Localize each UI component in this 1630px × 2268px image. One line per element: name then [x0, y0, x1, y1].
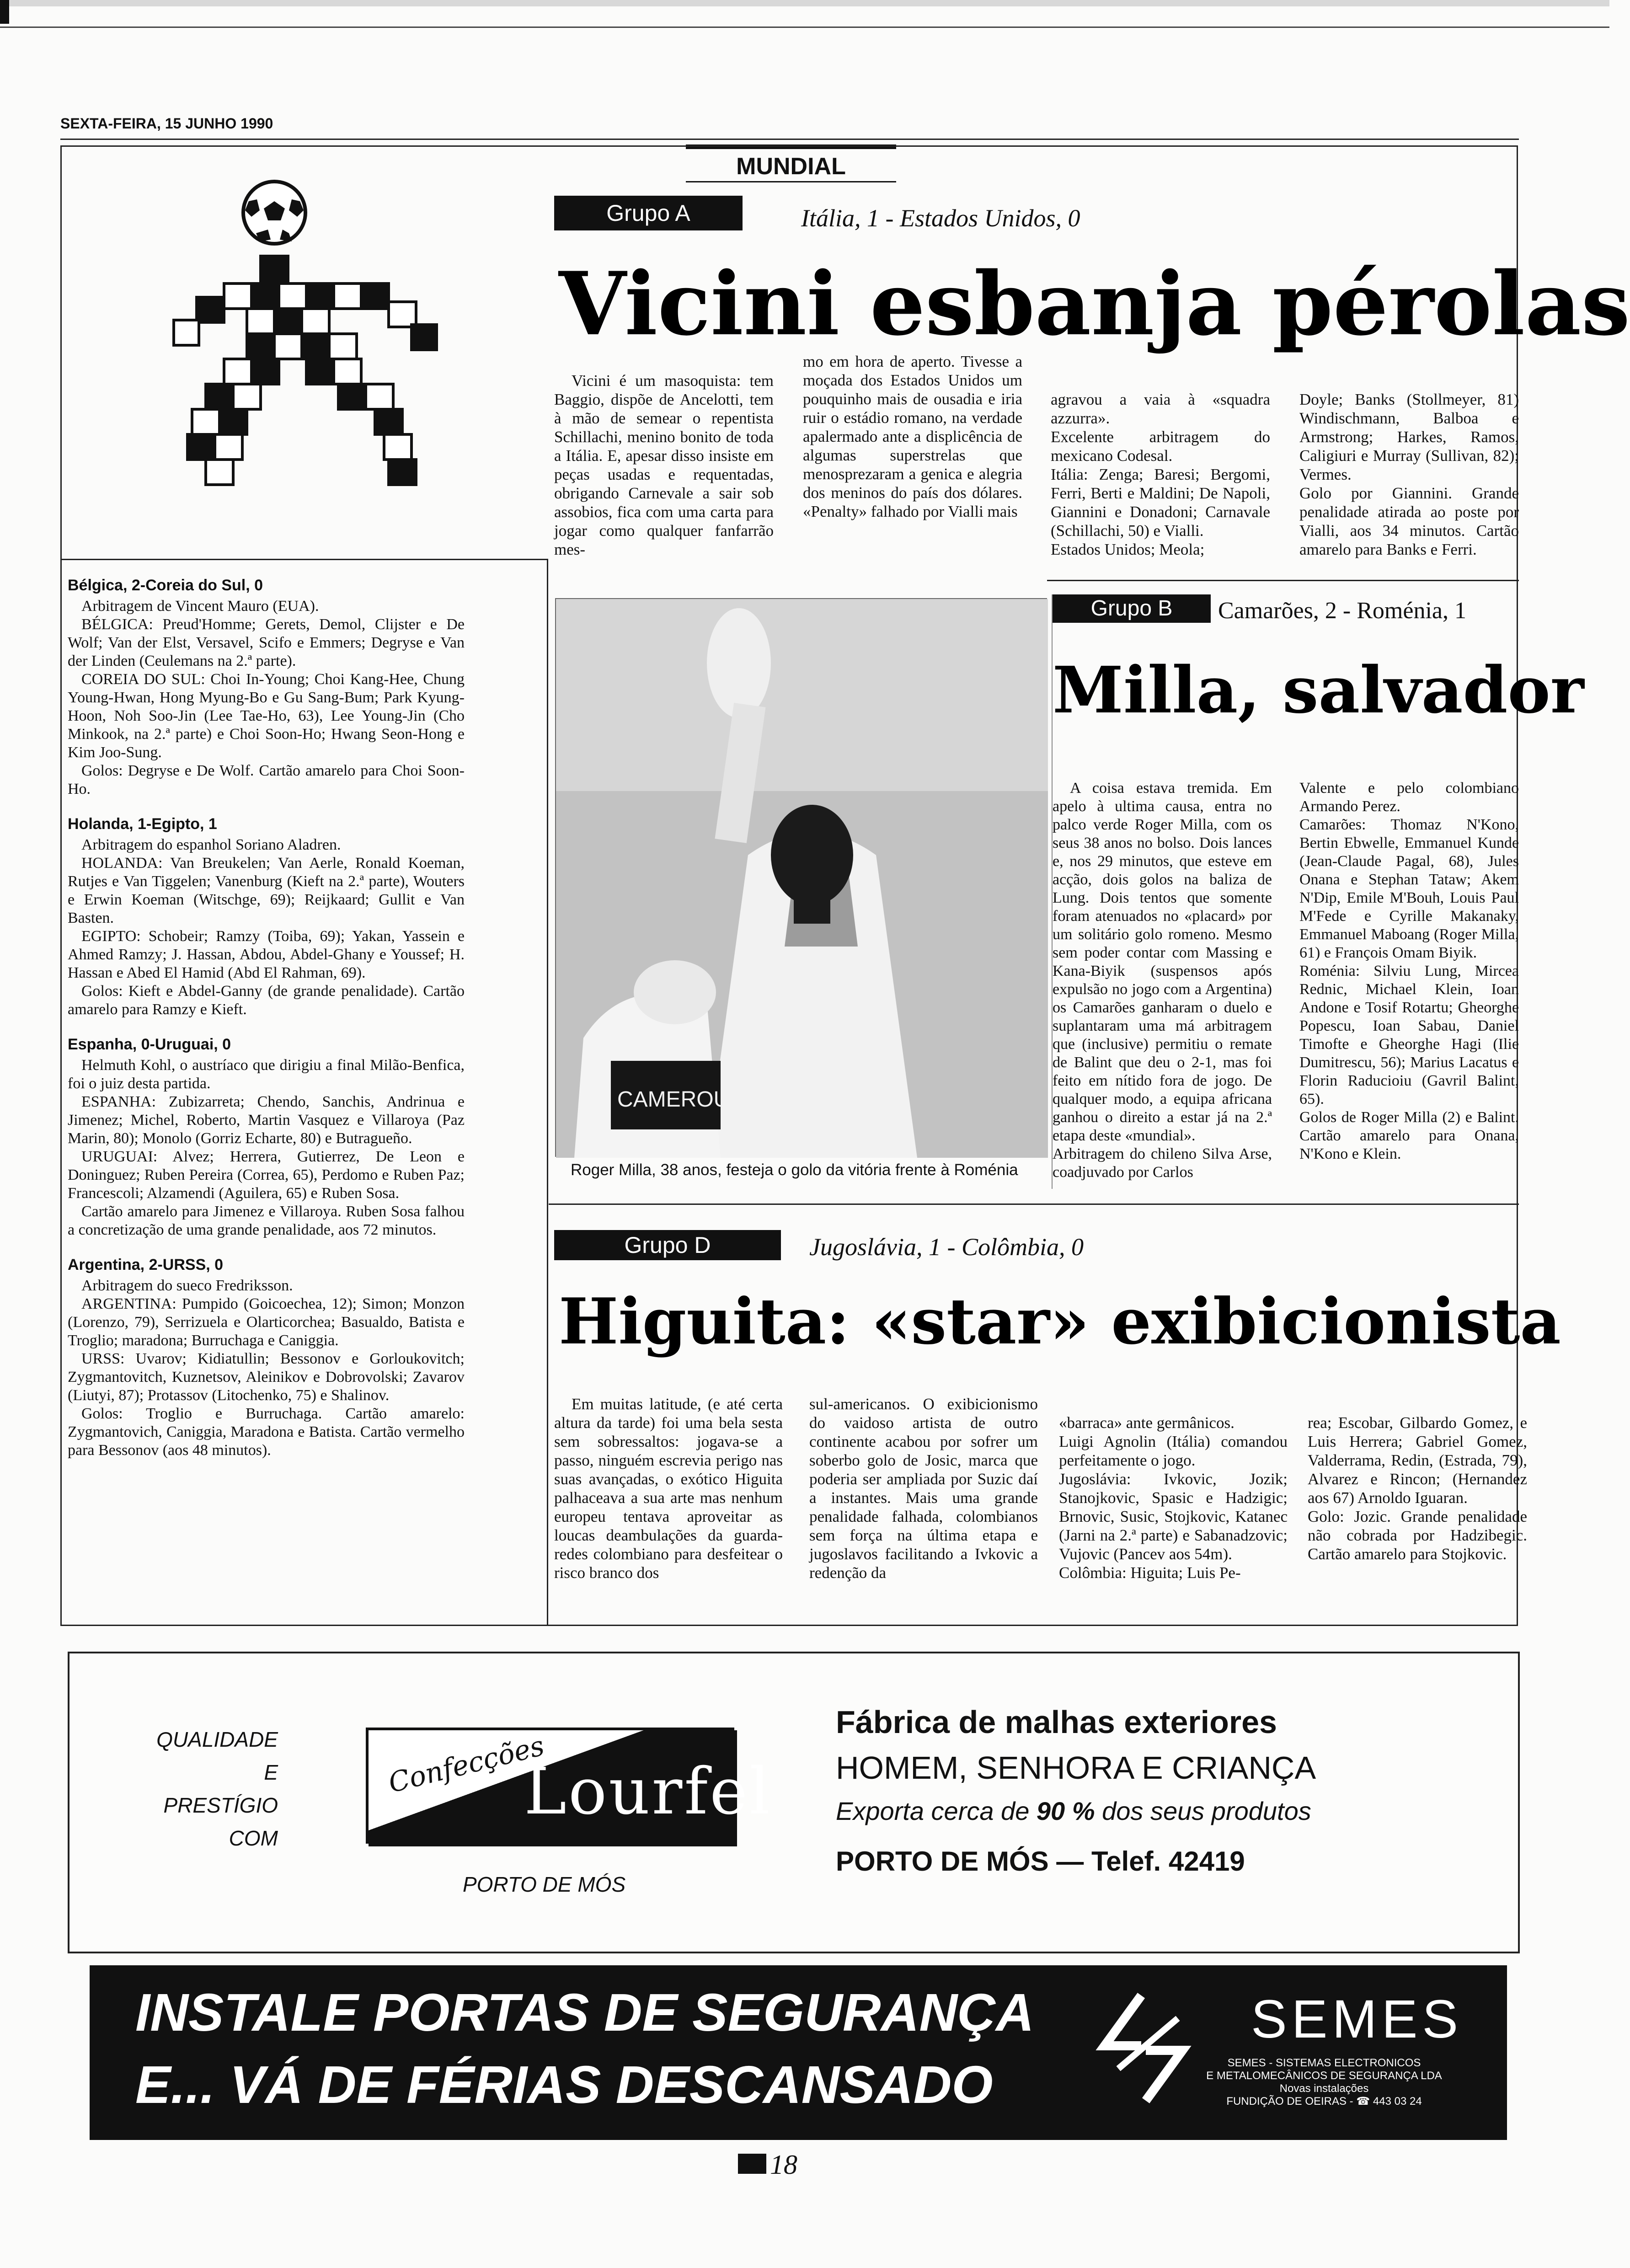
- semes-desc-line: E METALOMECÂNICOS DE SEGURANÇA LDA: [1206, 2070, 1442, 2082]
- ad-line-3-post: dos seus produtos: [1095, 1797, 1311, 1825]
- logo-script: Confecções: [385, 1729, 548, 1800]
- semes-logo: SEMES: [1251, 1989, 1463, 2049]
- group-a-tag: Grupo A: [554, 196, 743, 230]
- footer-logo-icon: [738, 2154, 766, 2174]
- group-a-col-2-text: mo em hora de aperto. Tivesse a moçada dos Estados Unidos um pouquinho mais de ousadia e iria ruir o estádio romano, na verdade apalermado ante a displicência de algumas superstrelas que menosprezaram a genica e alegria dos meninos do país dos dólares. «Penalty» falhado por Vialli mais: [803, 353, 1022, 520]
- ad-slogan-line: PRESTÍGIO: [163, 1793, 278, 1817]
- group-d-col-3: [1059, 1395, 1288, 1601]
- result-paragraph: Golos: Degryse e De Wolf. Cartão amarelo para Choi Soon-Ho.: [68, 762, 465, 797]
- semes-line-2: E... VÁ DE FÉRIAS DESCANSADO: [135, 2055, 993, 2114]
- header-rule: [60, 139, 1519, 140]
- sidebar-frame-right: [547, 559, 548, 1626]
- group-b-match: Camarões, 2 - Roménia, 1: [1218, 598, 1466, 624]
- sidebar-results: [68, 562, 465, 1460]
- result-paragraph: Arbitragem de Vincent Mauro (EUA).: [81, 598, 319, 615]
- semes-desc-line: Novas instalações: [1279, 2082, 1369, 2095]
- semes-ad: [90, 1965, 1507, 2140]
- result-paragraph: URUGUAI: Alvez; Herrera, Gutierrez, De Leon e Doninguez; Ruben Pereira (Correa, 65), Perdomo e Ruben Paz; Francescoli; Alzamendi (Aguilera, 65) e Ruben Sosa.: [68, 1148, 465, 1202]
- mascot-ciao-illustration: [155, 169, 453, 517]
- result-paragraph: Cartão amarelo para Jimenez e Villaroya. Ruben Sosa falhou a concretização de uma grande penalidade, aos 72 minutos.: [68, 1203, 465, 1238]
- section-title: MUNDIAL: [736, 153, 846, 180]
- group-d-col-4-text: rea; Escobar, Gilbardo Gomez, e Luis Herrera; Gabriel Gomez, Valderrama, Redin, (Estrada, 79), Alvarez e Rincon; (Hernandez aos 67) Arnoldo Iguaran. Golo: Jozic. Grande penalidade não cobrada por Hadzibegic. Cartão amarelo para Stojkovic.: [1308, 1414, 1527, 1563]
- group-d-col-1: [554, 1395, 783, 1582]
- ad-slogan-line: QUALIDADE: [156, 1728, 278, 1751]
- sidebar-frame-top: [60, 559, 548, 560]
- group-a-headline: Vicini esbanja pérolas: [559, 253, 1630, 355]
- result-block-argentina: [68, 1256, 465, 1460]
- scan-edge-line: [0, 27, 1609, 28]
- semes-line-1: INSTALE PORTAS DE SEGURANÇA: [135, 1983, 1034, 2042]
- group-a-col-1: [554, 371, 774, 559]
- result-title: Argentina, 2-URSS, 0: [68, 1256, 224, 1273]
- group-a-col-3: [1051, 371, 1270, 578]
- group-a-col-3-text: agravou a vaia à «squadra azzurra». Excelente arbitragem do mexicano Codesal. Itália: Zenga; Baresi; Bergomi, Ferri, Berti e Maldini; De Napoli, Giannini e Donadoni; Carnavale (Schillachi, 50) e Vialli. Estados Unidos; Meola;: [1051, 390, 1270, 558]
- result-title: Holanda, 1-Egipto, 1: [68, 815, 217, 833]
- result-paragraph: Arbitragem do espanhol Soriano Aladren.: [81, 836, 341, 853]
- result-paragraph: Helmuth Kohl, o austríaco que dirigiu a final Milão-Benfica, foi o juiz desta partida.: [68, 1057, 465, 1092]
- group-b-tag: Grupo B: [1053, 594, 1211, 623]
- result-paragraph: BÉLGICA: Preud'Homme; Gerets, Demol, Clijster e De Wolf; Van der Elst, Versavel, Scifo e Emmers; Degryse e Van der Linden (Ceulemans na 2.ª parte).: [68, 616, 465, 669]
- result-title: Bélgica, 2-Coreia do Sul, 0: [68, 577, 263, 594]
- match-photo: [555, 598, 1047, 1157]
- group-b-top-rule: [1047, 580, 1519, 581]
- ad-line-2: HOMEM, SENHORA E CRIANÇA: [836, 1750, 1316, 1786]
- group-d-col-2-text: sul-americanos. O exibicionismo do vaidoso artista de outro continente acabou por sofrer um soberbo golo de Josic, marca que poderia ser ampliada por Suzic daí a instantes. Mais uma grande penalidade falhada, colombianos sem força na última etapa e jugoslavos facilitando a Ivkovic a redenção da: [809, 1395, 1038, 1582]
- result-paragraph: Golos: Troglio e Burruchaga. Cartão amarelo: Zygmantovich, Caniggia, Maradona e Batista. Cartão vermelho para Bessonov (aos 48 minutos).: [68, 1405, 465, 1459]
- ad-slogan-line: COM: [229, 1826, 278, 1850]
- group-d-headline: Higuita: «star» exibicionista: [559, 1284, 1561, 1359]
- result-block-espanha: [68, 1035, 465, 1239]
- group-a-col-4-text: Doyle; Banks (Stollmeyer, 81) Windischmann, Balboa e Armstrong; Harkes, Ramos, Caligiuri e Murray (Sullivan, 82); Vermes. Golo por Giannini. Grande penalidade atirada ao poste por Vialli, aos 34 minutos. Cartão amarelo para Banks e Ferri.: [1299, 390, 1519, 558]
- semes-logo-icon: [1091, 1991, 1196, 2105]
- result-block-holanda: [68, 815, 465, 1019]
- semes-desc-line: SEMES - SISTEMAS ELECTRONICOS: [1227, 2057, 1421, 2069]
- ad-line-3-pct: 90 %: [1036, 1797, 1095, 1825]
- page-number: 18: [770, 2150, 797, 2180]
- logo-brand: Lourfel: [524, 1754, 772, 1829]
- group-d-tag: Grupo D: [554, 1230, 781, 1260]
- ad-line-1: Fábrica de malhas exteriores: [836, 1704, 1277, 1740]
- scan-mark: [0, 0, 9, 24]
- result-paragraph: HOLANDA: Van Breukelen; Van Aerle, Ronald Koeman, Rutjes e Van Tiggelen; Vanenburg (Kieft na 2.ª parte), Wouters e Erwin Koeman (Witschge, 69); Reijkaard; Gullit e Van Basten.: [68, 855, 465, 926]
- result-paragraph: Arbitragem do sueco Fredriksson.: [81, 1277, 293, 1294]
- lourfel-ad: [68, 1652, 1520, 1953]
- group-a-col-2: [803, 352, 1022, 521]
- roger-milla-photo: [556, 599, 1048, 1158]
- result-paragraph: ESPANHA: Zubizarreta; Chendo, Sanchis, Andrinua e Jimenez; Michel, Roberto, Martin Vasquez e Villaroya (Paz Marin, 80); Monolo (Gorriz Echarte, 80) e Butragueño.: [68, 1093, 465, 1147]
- result-paragraph: EGIPTO: Schobeir; Ramzy (Toiba, 69); Yakan, Yassein e Ahmed Ramzy; J. Hassan, Abdou, Abdel-Ghany e Youssef; H. Hassan e Abed El Hamid (Abd El Rahman, 69).: [68, 928, 465, 981]
- semes-desc-line: FUNDIÇÃO DE OEIRAS - ☎ 443 03 24: [1226, 2095, 1422, 2108]
- issue-date: SEXTA-FEIRA, 15 JUNHO 1990: [60, 115, 273, 132]
- ad-slogan-line: E: [264, 1760, 278, 1784]
- group-b-headline: Milla, salvador: [1053, 653, 1584, 728]
- group-a-col-4: [1299, 371, 1519, 578]
- ad-line-3: [836, 1796, 1311, 1826]
- group-d-col-2: [809, 1395, 1038, 1582]
- photo-caption: [571, 1161, 1028, 1179]
- result-paragraph: Golos: Kieft e Abdel-Ganny (de grande penalidade). Cartão amarelo para Ramzy e Kieft.: [68, 983, 465, 1018]
- soccer-ball-icon: [243, 182, 305, 244]
- group-d-match: Jugoslávia, 1 - Colômbia, 0: [809, 1233, 1084, 1261]
- result-paragraph: ARGENTINA: Pumpido (Goicoechea, 12); Simon; Monzon (Lorenzo, 79), Serrizuela e Olarticorchea; Basualdo, Batista e Troglio; maradona; Burruchaga e Caniggia.: [68, 1295, 465, 1349]
- ad-slogan: [141, 1723, 278, 1855]
- group-b-col-2: [1299, 761, 1519, 1182]
- group-d-col-4: [1308, 1395, 1527, 1582]
- group-d-col-3-text: «barraca» ante germânicos. Luigi Agnolin (Itália) comandou perfeitamente o jogo. Jugoslávia: Ivkovic, Jozik; Stanojkovic, Spasic e Hadzigic; Brnovic, Susic, Stojkovic, Katanec (Jarni na 2.ª parte) e Sabanadzovic; Vujovic (Pancev aos 54m). Colômbia: Higuita; Luis Pe-: [1059, 1414, 1288, 1582]
- ad-location: PORTO DE MÓS: [463, 1872, 626, 1896]
- result-paragraph: URSS: Uvarov; Kidiatullin; Bessonov e Gorloukovitch; Zygmantovitch, Kuznetsov, Aleinikov e Dobrovolski; Zavarov (Liutyi, 87); Protassov (Litochenko, 75) e Shalinov.: [68, 1350, 465, 1404]
- ad-line-4: PORTO DE MÓS — Telef. 42419: [836, 1846, 1245, 1877]
- group-a-match: Itália, 1 - Estados Unidos, 0: [801, 204, 1080, 232]
- group-d-top-rule: [549, 1204, 1519, 1205]
- group-b-col-2-text: Valente e pelo colombiano Armando Perez. Camarões: Thomaz N'Kono, Bertin Ebwelle, Emmanuel Kunde (Jean-Claude Pagal, 68), Jules Onana e Stephan Tataw; Akem N'Dip, Emile M'Bouh, Louis Paul M'Fede e Cyrille Makanaky, Emmanuel Maboang (Roger Milla, 61) e François Omam Biyik. Roménia: Silviu Lung, Mircea Rednic, Michael Klein, Ioan Andone e Tosif Rotartu; Gheorghe Popescu, Ioan Sabau, Daniel Timofte e Gheorghe Hagi (Ilie Dumitrescu, 56); Marius Lacatus e Florin Raducioiu (Gavril Balint, 65). Golos de Roger Milla (2) e Balint. Cartão amarelo para Onana, N'Kono e Klein.: [1299, 780, 1519, 1162]
- group-b-col-1: [1053, 761, 1272, 1200]
- scan-edge-top: [0, 0, 1609, 6]
- result-title: Espanha, 0-Uruguai, 0: [68, 1036, 231, 1053]
- photo-caption-text: Roger Milla, 38 anos, festeja o golo da vitória frente à Roménia: [571, 1161, 1018, 1179]
- group-b-col-1-text: A coisa estava tremida. Em apelo à ultima causa, entra no palco verde Roger Milla, com os seus 38 anos no bolso. Dois lances e, nos 29 minutos, que esteve em acção, dois golos na baliza de Lung. Dois tentos que somente foram atenuados no «placard» por um solitário golo romeno. Mesmo sem poder contar com Massing e Kana-Biyik (suspensos após expulsão no jogo com a Argentina) os Camarões ganharam o duelo e suplantaram uma má arbitragem que (inclusive) permitiu o remate de Balint que deu o 2-1, mas foi feito em nítido fora de jogo. De qualquer modo, a equipa africana ganhou o direito a estar já na 2.ª etapa deste «mundial». Arbitragem do chileno Silva Arse, coadjuvado por Carlos: [1053, 780, 1272, 1181]
- ad-line-3-pre: Exporta cerca de: [836, 1797, 1037, 1825]
- lourfel-logo: [366, 1728, 772, 1844]
- group-d-col-1-text: Em muitas latitude, (e até certa altura da tarde) foi uma bela sesta sem sobressaltos: jogava-se a passo, ninguém escrevia perigo nas suas avançadas, o exótico Higuita palhaceava a sua arte mas nenhum europeu tentava aproveitar as loucas deambulações da guarda-redes colombiano para desfeitear o risco branco dos: [554, 1395, 783, 1582]
- group-a-col-1-text: Vicini é um masoquista: tem Baggio, dispõe de Ancelotti, tem à mão de semear o repentista Schillachi, menino bonito de toda a Itália. E, apesar disso insiste em peças usadas e requentadas, obrigando Carnevale a sair sob assobios, fica com uma carta para jogar como qualquer fanfarrão mes-: [554, 372, 774, 558]
- result-block-belgica: [68, 576, 465, 798]
- result-paragraph: COREIA DO SUL: Choi In-Young; Choi Kang-Hee, Chung Young-Hwan, Hong Myung-Bo e Gu Sang-Bum; Park Kyung-Hoon, Noh Soo-Jin (Lee Tae-Ho, 63), Lee Young-Jin (Cho Minkook, na 2.ª parte) e Choi Soon-Ho; Hwang Seon-Hong e Kim Joo-Sung.: [68, 671, 465, 761]
- jersey-text: CAMEROUN: [617, 1087, 746, 1112]
- semes-desc: [1205, 2057, 1443, 2108]
